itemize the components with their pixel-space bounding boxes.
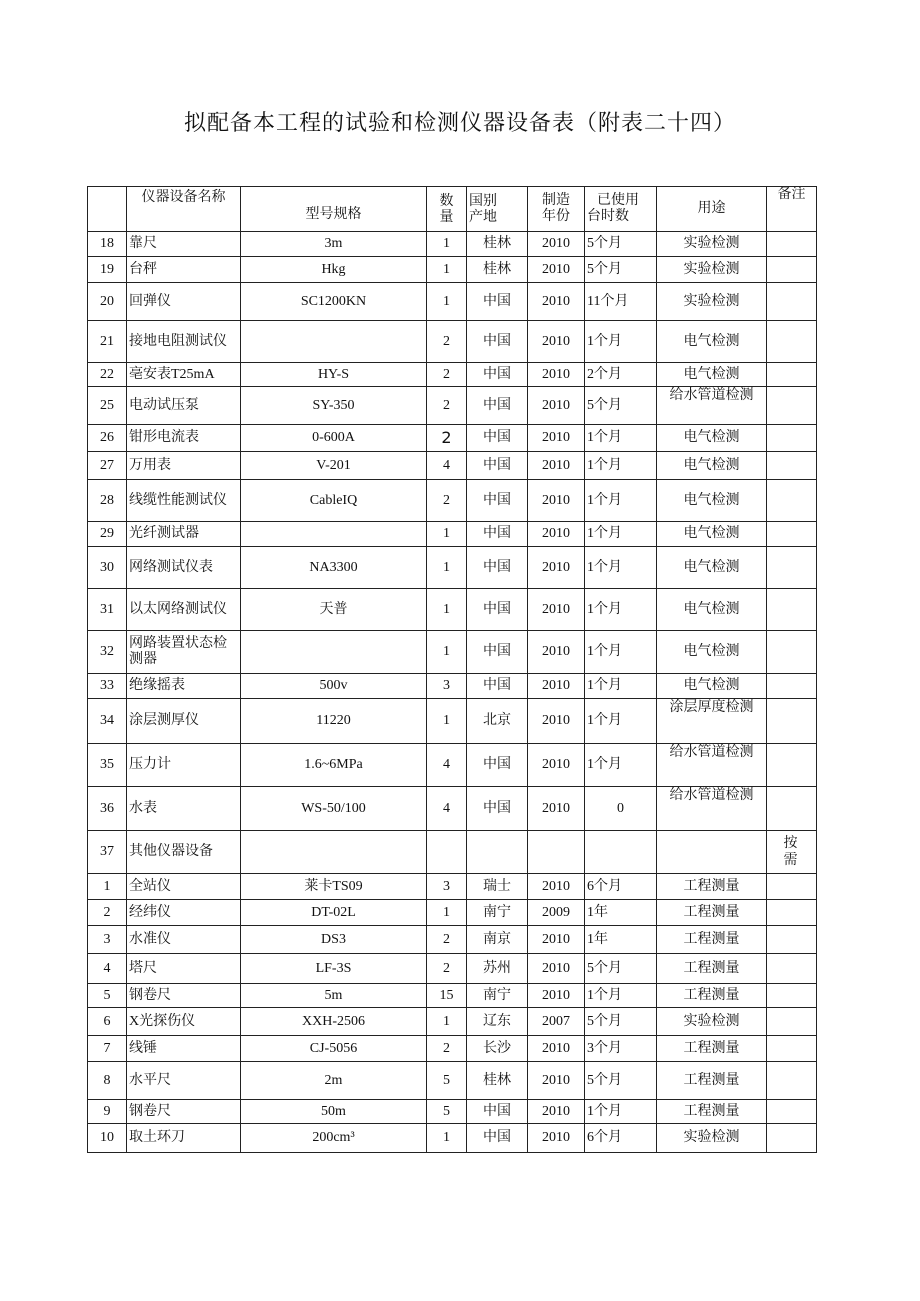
cell-year: 2010 — [528, 547, 585, 589]
cell-purpose: 电气检测 — [657, 321, 767, 363]
cell-year: 2010 — [528, 283, 585, 321]
cell-origin: 中国 — [467, 631, 528, 674]
cell-name: 线缆性能测试仪 — [127, 480, 241, 522]
cell-used: 1个月 — [585, 425, 657, 452]
cell-remark — [767, 480, 817, 522]
cell-name: 靠尺 — [127, 232, 241, 257]
cell-used: 11个月 — [585, 283, 657, 321]
cell-model: 11220 — [241, 699, 427, 744]
cell-no: 6 — [88, 1008, 127, 1036]
cell-used: 2个月 — [585, 363, 657, 387]
cell-no: 4 — [88, 954, 127, 984]
cell-used: 1个月 — [585, 1100, 657, 1124]
cell-used: 6个月 — [585, 1124, 657, 1153]
cell-name: 压力计 — [127, 744, 241, 787]
cell-purpose: 实验检测 — [657, 257, 767, 283]
cell-used: 5个月 — [585, 232, 657, 257]
table-row — [88, 1124, 817, 1153]
cell-no: 32 — [88, 631, 127, 674]
cell-name: 绝缘摇表 — [127, 674, 241, 699]
cell-origin: 中国 — [467, 547, 528, 589]
cell-remark — [767, 926, 817, 954]
cell-origin: 桂林 — [467, 232, 528, 257]
cell-origin: 桂林 — [467, 1062, 528, 1100]
cell-year: 2010 — [528, 425, 585, 452]
cell-remark — [767, 874, 817, 900]
cell-qty: 1 — [427, 232, 467, 257]
cell-remark — [767, 321, 817, 363]
cell-name: 钳形电流表 — [127, 425, 241, 452]
cell-purpose: 电气检测 — [657, 589, 767, 631]
cell-purpose: 电气检测 — [657, 480, 767, 522]
cell-year: 2010 — [528, 387, 585, 425]
table-row — [88, 387, 817, 425]
cell-name: 台秤 — [127, 257, 241, 283]
table-row — [88, 363, 817, 387]
cell-remark — [767, 699, 817, 744]
cell-no: 5 — [88, 984, 127, 1008]
cell-model: 2m — [241, 1062, 427, 1100]
table-row — [88, 283, 817, 321]
cell-remark — [767, 425, 817, 452]
cell-year: 2010 — [528, 699, 585, 744]
cell-origin: 辽东 — [467, 1008, 528, 1036]
cell-qty: 1 — [427, 257, 467, 283]
cell-used: 3个月 — [585, 1036, 657, 1062]
cell-used: 1个月 — [585, 452, 657, 480]
cell-name: 经纬仪 — [127, 900, 241, 926]
cell-year: 2010 — [528, 480, 585, 522]
table-row — [88, 321, 817, 363]
cell-origin: 瑞士 — [467, 874, 528, 900]
cell-qty: 1 — [427, 283, 467, 321]
cell-purpose: 工程测量 — [657, 984, 767, 1008]
cell-model: 莱卡TS09 — [241, 874, 427, 900]
cell-model — [241, 631, 427, 674]
cell-used: 1个月 — [585, 744, 657, 787]
cell-year: 2010 — [528, 1062, 585, 1100]
cell-remark — [767, 744, 817, 787]
cell-model: CableIQ — [241, 480, 427, 522]
table-body — [88, 232, 817, 1153]
cell-remark — [767, 954, 817, 984]
cell-no: 25 — [88, 387, 127, 425]
cell-qty: 2 — [427, 954, 467, 984]
cell-name: 网络测试仪表 — [127, 547, 241, 589]
table-row — [88, 232, 817, 257]
cell-model: HY-S — [241, 363, 427, 387]
header-qty: 数 量 — [427, 187, 467, 232]
cell-purpose: 实验检测 — [657, 232, 767, 257]
cell-origin: 中国 — [467, 1124, 528, 1153]
cell-origin: 中国 — [467, 480, 528, 522]
cell-origin: 中国 — [467, 787, 528, 831]
cell-name: 水平尺 — [127, 1062, 241, 1100]
cell-year — [528, 831, 585, 874]
cell-year: 2010 — [528, 744, 585, 787]
cell-year: 2010 — [528, 1036, 585, 1062]
cell-origin: 中国 — [467, 452, 528, 480]
table-row — [88, 522, 817, 547]
cell-remark — [767, 452, 817, 480]
header-purpose: 用途 — [657, 187, 767, 232]
cell-remark — [767, 589, 817, 631]
cell-no: 30 — [88, 547, 127, 589]
cell-model: SY-350 — [241, 387, 427, 425]
cell-purpose — [657, 831, 767, 874]
cell-no: 35 — [88, 744, 127, 787]
cell-used: 5个月 — [585, 954, 657, 984]
cell-name: 万用表 — [127, 452, 241, 480]
cell-remark — [767, 522, 817, 547]
header-no — [88, 187, 127, 232]
cell-qty: 4 — [427, 744, 467, 787]
cell-model: DT-02L — [241, 900, 427, 926]
cell-qty: 2 — [427, 387, 467, 425]
cell-origin: 长沙 — [467, 1036, 528, 1062]
cell-remark — [767, 631, 817, 674]
cell-used: 1个月 — [585, 984, 657, 1008]
cell-used: 1个月 — [585, 480, 657, 522]
cell-purpose: 工程测量 — [657, 1062, 767, 1100]
cell-used: 5个月 — [585, 387, 657, 425]
cell-purpose: 电气检测 — [657, 631, 767, 674]
cell-remark — [767, 363, 817, 387]
cell-used: 6个月 — [585, 874, 657, 900]
cell-purpose: 电气检测 — [657, 522, 767, 547]
cell-qty: 5 — [427, 1100, 467, 1124]
cell-qty: 1 — [427, 1124, 467, 1153]
cell-used: 1个月 — [585, 321, 657, 363]
cell-origin: 南宁 — [467, 984, 528, 1008]
cell-remark — [767, 1036, 817, 1062]
cell-name: 以太网络测试仪 — [127, 589, 241, 631]
table-row — [88, 589, 817, 631]
cell-model: DS3 — [241, 926, 427, 954]
cell-no: 20 — [88, 283, 127, 321]
table-row — [88, 900, 817, 926]
cell-name: 网路装置状态检测器 — [127, 631, 241, 674]
cell-used: 5个月 — [585, 257, 657, 283]
cell-year: 2010 — [528, 926, 585, 954]
table-row — [88, 480, 817, 522]
cell-model: 天普 — [241, 589, 427, 631]
cell-model: Hkg — [241, 257, 427, 283]
cell-no: 34 — [88, 699, 127, 744]
cell-qty: 2 — [427, 1036, 467, 1062]
cell-year: 2010 — [528, 1100, 585, 1124]
table-row — [88, 984, 817, 1008]
cell-year: 2010 — [528, 589, 585, 631]
cell-used: 0 — [585, 787, 657, 831]
table-row — [88, 1100, 817, 1124]
cell-no: 1 — [88, 874, 127, 900]
cell-model: 200cm³ — [241, 1124, 427, 1153]
cell-name: 线锤 — [127, 1036, 241, 1062]
cell-remark — [767, 787, 817, 831]
table-row — [88, 631, 817, 674]
cell-purpose: 电气检测 — [657, 363, 767, 387]
cell-used — [585, 831, 657, 874]
cell-year: 2010 — [528, 1124, 585, 1153]
cell-name: 亳安表T25mA — [127, 363, 241, 387]
cell-qty: 4 — [427, 787, 467, 831]
table-row — [88, 1036, 817, 1062]
header-used: 已使用 台时数 — [585, 187, 657, 232]
cell-model: LF-3S — [241, 954, 427, 984]
cell-used: 1个月 — [585, 589, 657, 631]
cell-qty: 1 — [427, 900, 467, 926]
cell-remark — [767, 674, 817, 699]
cell-origin: 桂林 — [467, 257, 528, 283]
cell-model: XXH-2506 — [241, 1008, 427, 1036]
cell-qty: 2 — [427, 425, 467, 452]
cell-name: 其他仪器设备 — [127, 831, 241, 874]
cell-purpose: 工程测量 — [657, 926, 767, 954]
cell-year: 2010 — [528, 631, 585, 674]
table-row — [88, 744, 817, 787]
cell-remark — [767, 547, 817, 589]
cell-year: 2010 — [528, 874, 585, 900]
table-row — [88, 674, 817, 699]
header-model: 型号规格 — [241, 187, 427, 232]
cell-year: 2010 — [528, 363, 585, 387]
cell-name: 水准仪 — [127, 926, 241, 954]
cell-qty: 1 — [427, 522, 467, 547]
cell-origin: 中国 — [467, 744, 528, 787]
cell-year: 2010 — [528, 522, 585, 547]
cell-name: 钢卷尺 — [127, 984, 241, 1008]
cell-purpose: 工程测量 — [657, 874, 767, 900]
cell-year: 2010 — [528, 674, 585, 699]
cell-used: 1年 — [585, 926, 657, 954]
table-header-row — [88, 187, 817, 232]
cell-used: 1个月 — [585, 631, 657, 674]
cell-no: 21 — [88, 321, 127, 363]
cell-used: 1个月 — [585, 522, 657, 547]
cell-name: 电动试压泵 — [127, 387, 241, 425]
cell-no: 2 — [88, 900, 127, 926]
cell-no: 28 — [88, 480, 127, 522]
cell-remark — [767, 1008, 817, 1036]
cell-origin: 中国 — [467, 1100, 528, 1124]
cell-model: CJ-5056 — [241, 1036, 427, 1062]
cell-model: NA3300 — [241, 547, 427, 589]
cell-used: 1个月 — [585, 699, 657, 744]
cell-qty: 1 — [427, 631, 467, 674]
table-row — [88, 831, 817, 874]
cell-purpose: 实验检测 — [657, 1008, 767, 1036]
cell-model: 3m — [241, 232, 427, 257]
cell-origin: 中国 — [467, 522, 528, 547]
cell-year: 2010 — [528, 452, 585, 480]
cell-purpose: 电气检测 — [657, 425, 767, 452]
cell-origin: 南京 — [467, 926, 528, 954]
cell-model: 0-600A — [241, 425, 427, 452]
cell-model: V-201 — [241, 452, 427, 480]
cell-year: 2007 — [528, 1008, 585, 1036]
cell-used: 5个月 — [585, 1008, 657, 1036]
cell-remark — [767, 900, 817, 926]
cell-model: WS-50/100 — [241, 787, 427, 831]
cell-qty: 2 — [427, 926, 467, 954]
cell-purpose: 涂层厚度检测 — [657, 699, 767, 744]
cell-no: 33 — [88, 674, 127, 699]
cell-no: 19 — [88, 257, 127, 283]
cell-model: 50m — [241, 1100, 427, 1124]
cell-year: 2009 — [528, 900, 585, 926]
cell-qty: 4 — [427, 452, 467, 480]
cell-used: 1个月 — [585, 674, 657, 699]
cell-name: 水表 — [127, 787, 241, 831]
cell-qty: 3 — [427, 874, 467, 900]
cell-no: 27 — [88, 452, 127, 480]
cell-no: 37 — [88, 831, 127, 874]
cell-qty: 1 — [427, 589, 467, 631]
cell-origin: 中国 — [467, 425, 528, 452]
cell-remark: 按需 — [767, 831, 817, 874]
cell-origin: 中国 — [467, 283, 528, 321]
cell-remark — [767, 232, 817, 257]
cell-name: 回弹仪 — [127, 283, 241, 321]
cell-no: 26 — [88, 425, 127, 452]
cell-year: 2010 — [528, 232, 585, 257]
table-row — [88, 699, 817, 744]
header-remark: 备注 — [767, 187, 817, 232]
cell-name: 塔尺 — [127, 954, 241, 984]
cell-model: 500v — [241, 674, 427, 699]
cell-used: 5个月 — [585, 1062, 657, 1100]
cell-purpose: 电气检测 — [657, 547, 767, 589]
cell-qty: 3 — [427, 674, 467, 699]
cell-remark — [767, 1100, 817, 1124]
header-origin: 国别 产地 — [467, 187, 528, 232]
cell-origin: 中国 — [467, 321, 528, 363]
cell-no: 18 — [88, 232, 127, 257]
cell-remark — [767, 257, 817, 283]
cell-remark — [767, 1124, 817, 1153]
cell-purpose: 实验检测 — [657, 283, 767, 321]
cell-origin: 中国 — [467, 674, 528, 699]
cell-purpose: 电气检测 — [657, 674, 767, 699]
cell-qty: 15 — [427, 984, 467, 1008]
table-row — [88, 257, 817, 283]
cell-origin: 中国 — [467, 589, 528, 631]
cell-year: 2010 — [528, 984, 585, 1008]
cell-used: 1个月 — [585, 547, 657, 589]
table-row — [88, 452, 817, 480]
table-row — [88, 926, 817, 954]
cell-name: 接地电阻测试仪 — [127, 321, 241, 363]
cell-qty: 2 — [427, 480, 467, 522]
cell-remark — [767, 283, 817, 321]
table-row — [88, 425, 817, 452]
page-title: 拟配备本工程的试验和检测仪器设备表（附表二十四） — [183, 111, 736, 136]
cell-no: 10 — [88, 1124, 127, 1153]
cell-qty: 1 — [427, 699, 467, 744]
header-name: 仪器设备名称 — [127, 187, 241, 232]
cell-qty: 2 — [427, 321, 467, 363]
cell-purpose: 给水管道检测 — [657, 387, 767, 425]
table-row — [88, 954, 817, 984]
table-row — [88, 1008, 817, 1036]
cell-purpose: 电气检测 — [657, 452, 767, 480]
cell-qty: 2 — [427, 363, 467, 387]
table-row — [88, 874, 817, 900]
cell-origin: 北京 — [467, 699, 528, 744]
cell-no: 29 — [88, 522, 127, 547]
cell-model — [241, 321, 427, 363]
cell-qty: 5 — [427, 1062, 467, 1100]
cell-qty: 1 — [427, 547, 467, 589]
cell-model — [241, 831, 427, 874]
table-row — [88, 1062, 817, 1100]
cell-qty — [427, 831, 467, 874]
header-year: 制造 年份 — [528, 187, 585, 232]
cell-year: 2010 — [528, 321, 585, 363]
cell-remark — [767, 387, 817, 425]
cell-name: 涂层测厚仪 — [127, 699, 241, 744]
cell-purpose: 工程测量 — [657, 954, 767, 984]
cell-model — [241, 522, 427, 547]
cell-no: 36 — [88, 787, 127, 831]
cell-purpose: 给水管道检测 — [657, 787, 767, 831]
cell-origin — [467, 831, 528, 874]
cell-no: 22 — [88, 363, 127, 387]
cell-name: 光纤测试器 — [127, 522, 241, 547]
cell-origin: 中国 — [467, 363, 528, 387]
cell-year: 2010 — [528, 787, 585, 831]
cell-model: 5m — [241, 984, 427, 1008]
cell-year: 2010 — [528, 257, 585, 283]
cell-origin: 南宁 — [467, 900, 528, 926]
cell-name: X光探伤仪 — [127, 1008, 241, 1036]
cell-no: 31 — [88, 589, 127, 631]
cell-model: SC1200KN — [241, 283, 427, 321]
cell-no: 3 — [88, 926, 127, 954]
cell-qty: 1 — [427, 1008, 467, 1036]
cell-purpose: 实验检测 — [657, 1124, 767, 1153]
cell-no: 7 — [88, 1036, 127, 1062]
table-row — [88, 787, 817, 831]
cell-used: 1年 — [585, 900, 657, 926]
cell-name: 钢卷尺 — [127, 1100, 241, 1124]
table-row — [88, 547, 817, 589]
cell-origin: 中国 — [467, 387, 528, 425]
cell-no: 9 — [88, 1100, 127, 1124]
cell-purpose: 给水管道检测 — [657, 744, 767, 787]
cell-purpose: 工程测量 — [657, 900, 767, 926]
cell-year: 2010 — [528, 954, 585, 984]
equipment-table — [87, 186, 817, 1153]
cell-no: 8 — [88, 1062, 127, 1100]
cell-remark — [767, 1062, 817, 1100]
cell-model: 1.6~6MPa — [241, 744, 427, 787]
cell-name: 全站仪 — [127, 874, 241, 900]
cell-purpose: 工程测量 — [657, 1036, 767, 1062]
cell-name: 取土环刀 — [127, 1124, 241, 1153]
cell-remark — [767, 984, 817, 1008]
cell-origin: 苏州 — [467, 954, 528, 984]
cell-purpose: 工程测量 — [657, 1100, 767, 1124]
